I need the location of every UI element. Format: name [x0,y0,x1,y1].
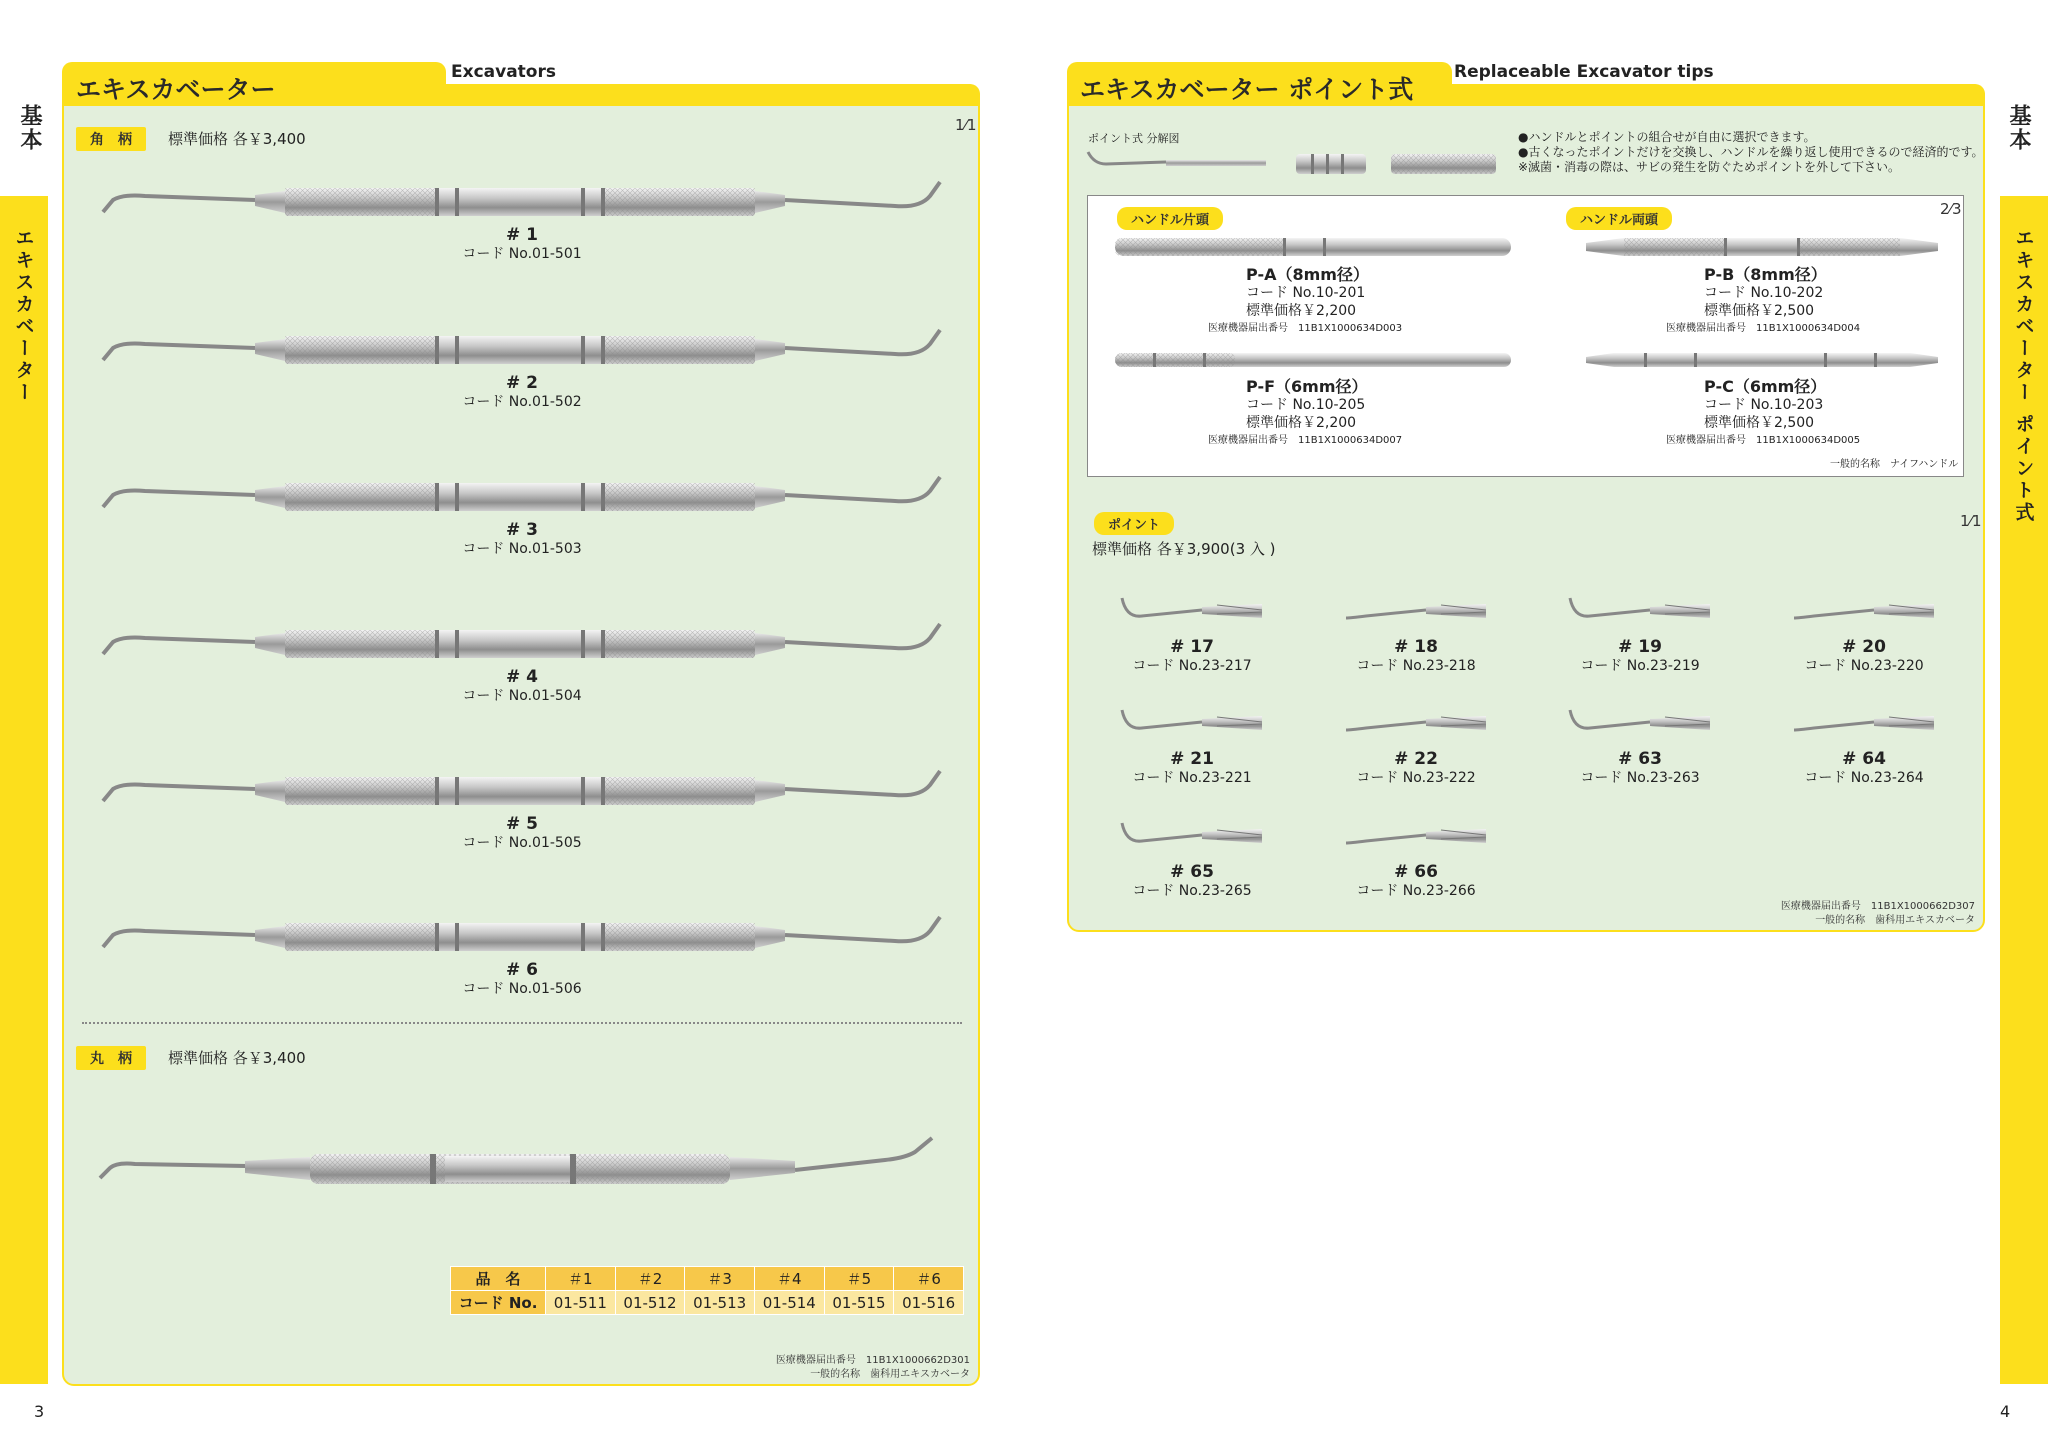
tip-image [1336,590,1506,636]
handle-code: コード No.10-203 [1704,397,1824,413]
tip-number: # 17 [1170,637,1214,657]
tip-image [1112,815,1282,861]
handle-pf-image [1113,350,1515,370]
handle-price: 標準価格￥2,200 [1246,415,1357,431]
instrument-number: # 2 [506,373,538,393]
instrument-caption [422,226,622,264]
instrument-number: # 6 [506,960,538,980]
round-handle-price: 標準価格 各￥3,400 [168,1049,306,1067]
handle-pf-caption [1208,378,1402,450]
table-col-1: ＃1 [546,1267,616,1291]
right-footer-general: 一般的名称 歯科用エキスカベータ [1815,915,1975,926]
right-footer [1702,900,1975,928]
tip-number: # 18 [1394,637,1438,657]
instrument-caption [422,961,622,999]
tip-number: # 22 [1394,749,1438,769]
round-handle-instrument-image [95,1130,945,1200]
right-category-tab [2000,196,2048,1384]
tip-number: # 21 [1170,749,1214,769]
instrument-code: コード No.01-503 [462,541,582,557]
handle-pc-caption [1666,378,1860,450]
square-handle-price: 標準価格 各￥3,400 [168,130,306,148]
tip-caption [1336,750,1496,788]
table-header-label: 品 名 [451,1267,546,1291]
excavators-title: エキスカベーター [76,75,276,104]
table-cell: 01-511 [546,1291,616,1315]
handle-code: コード No.10-201 [1246,285,1366,301]
single-end-handle-chip: ハンドル片頭 [1117,207,1223,230]
tip-caption [1112,863,1272,901]
handle-reg: 医療機器届出番号 11B1X1000634D003 [1208,323,1403,334]
handle-pa-caption [1208,266,1402,338]
left-section-label: 基本 [17,104,42,152]
tip-code: コード No.23-218 [1356,658,1476,674]
instrument-caption [422,521,622,559]
tip-caption [1336,638,1496,676]
handle-code: コード No.10-205 [1246,397,1366,413]
handle-reg: 医療機器届出番号 11B1X1000634D004 [1666,323,1861,334]
table-col-6: ＃6 [894,1267,964,1291]
table-cell: 01-513 [685,1291,755,1315]
tip-code: コード No.23-219 [1580,658,1700,674]
tips-title-en: Replaceable Excavator tips [1454,62,1714,82]
handle-price: 標準価格￥2,500 [1704,303,1815,319]
right-page-number: 4 [2000,1402,2011,1421]
right-category-tab-label: エキスカベーター ポイント式 [2012,228,2035,524]
handle-name: P-F（6mm径） [1246,377,1368,396]
table-col-5: ＃5 [824,1267,894,1291]
tip-code: コード No.23-222 [1356,770,1476,786]
table-col-2: ＃2 [615,1267,685,1291]
round-handle-chip: 丸 柄 [76,1046,146,1070]
table-cell: 01-516 [894,1291,964,1315]
square-handle-chip: 角 柄 [76,127,146,151]
handle-code: コード No.10-202 [1704,285,1824,301]
right-footer-reg: 医療機器届出番号 11B1X1000662D307 [1780,901,1975,912]
note-3: ※滅菌・消毒の際は、サビの発生を防ぐためポイントを外して下さい。 [1518,160,1901,174]
tip-code: コード No.23-266 [1356,883,1476,899]
table-cell: 01-514 [754,1291,824,1315]
tip-number: # 19 [1618,637,1662,657]
points-price: 標準価格 各￥3,900(3 入 ) [1092,540,1276,558]
handles-general-name: 一般的名称 ナイフハンドル [1830,459,1959,470]
handle-pc-image [1584,350,1940,370]
tip-code: コード No.23-264 [1804,770,1924,786]
tip-number: # 20 [1842,637,1886,657]
instrument-code: コード No.01-504 [462,688,582,704]
handle-price: 標準価格￥2,200 [1246,303,1357,319]
excavators-title-en: Excavators [451,62,556,82]
instrument-code: コード No.01-502 [462,394,582,410]
tip-caption [1784,638,1944,676]
double-end-handle-chip: ハンドル両頭 [1566,207,1672,230]
tip-caption [1336,863,1496,901]
table-cell: 01-512 [615,1291,685,1315]
instrument-code: コード No.01-501 [462,246,582,262]
square-handle-fraction: 1⁄1 [955,116,977,134]
handle-reg: 医療機器届出番号 11B1X1000634D007 [1208,435,1403,446]
usage-notes [1518,130,1984,175]
instrument-caption [422,815,622,853]
left-footer-reg: 医療機器届出番号 11B1X1000662D301 [775,1355,970,1366]
instrument-number: # 3 [506,520,538,540]
handle-name: P-B（8mm径） [1704,265,1827,284]
tip-code: コード No.23-217 [1132,658,1252,674]
left-footer [700,1354,970,1382]
tip-code: コード No.23-263 [1580,770,1700,786]
table-cell: 01-515 [824,1291,894,1315]
handle-name: P-C（6mm径） [1704,377,1827,396]
left-category-tab [0,196,48,1384]
tip-number: # 66 [1394,862,1438,882]
round-handle-code-table [450,1266,964,1315]
tip-image [1784,590,1954,636]
instrument-caption [422,668,622,706]
note-2: ●古くなったポイントだけを交換し、ハンドルを繰り返し使用できるので経済的です。 [1518,145,1984,159]
instrument-number: # 5 [506,814,538,834]
left-category-tab-label: エキスカベーター [12,228,35,404]
points-fraction: 1⁄1 [1960,512,1982,530]
instrument-code: コード No.01-505 [462,835,582,851]
instrument-number: # 1 [506,225,538,245]
section-divider [82,1022,962,1024]
right-section-label: 基本 [2006,104,2031,152]
handle-reg: 医療機器届出番号 11B1X1000634D005 [1666,435,1861,446]
tip-caption [1784,750,1944,788]
handle-pa-image [1113,235,1515,259]
left-footer-general: 一般的名称 歯科用エキスカベータ [810,1369,970,1380]
instrument-number: # 4 [506,667,538,687]
tip-number: # 63 [1618,749,1662,769]
tip-image [1336,815,1506,861]
tip-image [1784,702,1954,748]
tip-image [1560,590,1730,636]
tip-caption [1112,750,1272,788]
tip-image [1112,702,1282,748]
tip-code: コード No.23-221 [1132,770,1252,786]
tip-caption [1560,750,1720,788]
table-col-4: ＃4 [754,1267,824,1291]
exploded-view-image [1086,148,1506,180]
tip-image [1336,702,1506,748]
tip-code: コード No.23-220 [1804,658,1924,674]
left-page-number: 3 [34,1402,45,1421]
tip-image [1112,590,1282,636]
instrument-caption [422,374,622,412]
instrument-code: コード No.01-506 [462,981,582,997]
tip-number: # 65 [1170,862,1214,882]
tip-number: # 64 [1842,749,1886,769]
tip-code: コード No.23-265 [1132,883,1252,899]
handle-name: P-A（8mm径） [1246,265,1369,284]
tip-image [1560,702,1730,748]
table-row-label: コード No. [451,1291,546,1315]
table-col-3: ＃3 [685,1267,755,1291]
handle-pb-image [1584,235,1940,259]
note-1: ●ハンドルとポイントの組合せが自由に選択できます。 [1518,130,1816,144]
handle-price: 標準価格￥2,500 [1704,415,1815,431]
points-chip: ポイント [1094,512,1174,535]
tip-caption [1112,638,1272,676]
tip-caption [1560,638,1720,676]
handle-pb-caption [1666,266,1860,338]
handles-fraction: 2⁄3 [1940,200,1962,218]
tips-title: エキスカベーター ポイント式 [1080,75,1414,104]
exploded-view-label: ポイント式 分解図 [1088,132,1180,145]
